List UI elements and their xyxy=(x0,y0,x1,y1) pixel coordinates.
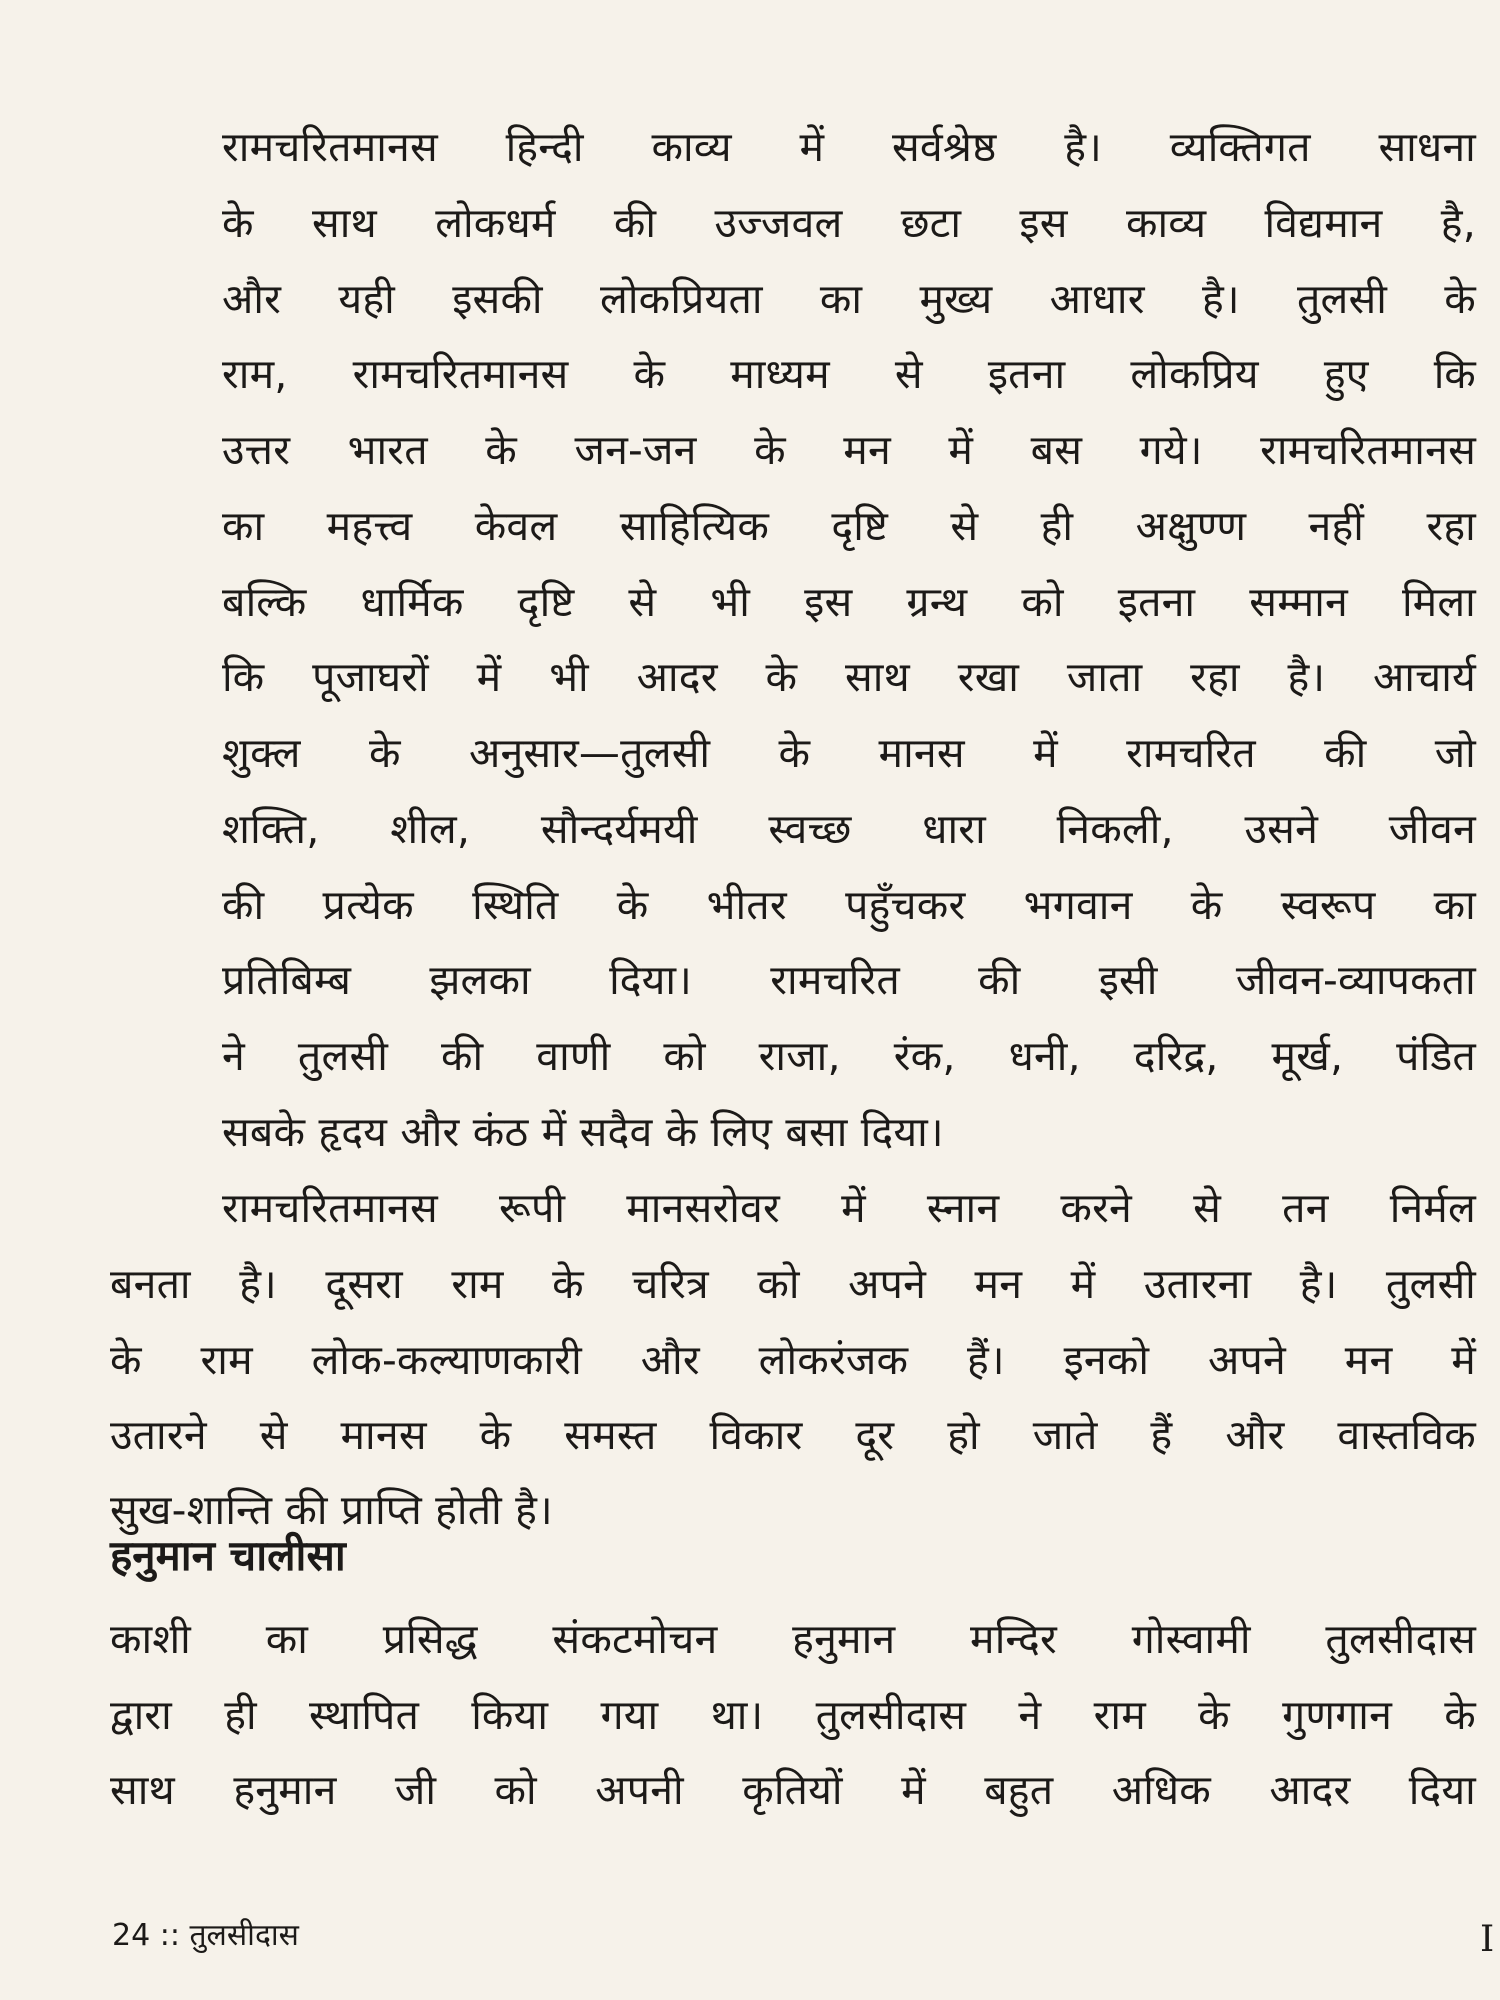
paragraph-line: रामचरितमानस रूपी मानसरोवर में स्नान करने से तन निर्मल xyxy=(222,1184,1476,1232)
paragraph-line: सुख-शान्ति की प्राप्ति होती है। xyxy=(110,1486,553,1534)
paragraph-line: उतारने से मानस के समस्त विकार दूर हो जाते हैं और वास्तविक xyxy=(110,1411,1476,1459)
paragraph-line: के साथ लोकधर्म की उज्जवल छटा इस काव्य विद्यमान है, xyxy=(222,199,1476,247)
paragraph-line: राम, रामचरितमानस के माध्यम से इतना लोकप्रिय हुए कि xyxy=(222,350,1476,398)
paragraph-line: और यही इसकी लोकप्रियता का मुख्य आधार है। तुलसी के xyxy=(222,275,1476,323)
paragraph-line: द्वारा ही स्थापित किया गया था। तुलसीदास ने राम के गुणगान के xyxy=(110,1691,1476,1739)
paragraph-line: साथ हनुमान जी को अपनी कृतियों में बहुत अधिक आदर दिया xyxy=(110,1766,1476,1814)
paragraph-line: कि पूजाघरों में भी आदर के साथ रखा जाता रहा है। आचार्य xyxy=(222,653,1476,701)
paragraph-line: की प्रत्येक स्थिति के भीतर पहुँचकर भगवान के स्वरूप का xyxy=(222,881,1476,929)
paragraph-line: बल्कि धार्मिक दृष्टि से भी इस ग्रन्थ को इतना सम्मान मिला xyxy=(222,578,1476,626)
paragraph-line: प्रतिबिम्ब झलका दिया। रामचरित की इसी जीवन-व्यापकता xyxy=(222,956,1476,1004)
paragraph-line: ने तुलसी की वाणी को राजा, रंक, धनी, दरिद्र, मूर्ख, पंडित xyxy=(222,1032,1476,1080)
page-footer-label: 24 :: तुलसीदास xyxy=(112,1918,299,1953)
paragraph-line: उत्तर भारत के जन-जन के मन में बस गये। रामचरितमानस xyxy=(222,426,1476,474)
paragraph-line: सबके हृदय और कंठ में सदैव के लिए बसा दिया। xyxy=(222,1108,944,1156)
paragraph-line: के राम लोक-कल्याणकारी और लोकरंजक हैं। इनको अपने मन में xyxy=(110,1336,1476,1384)
paragraph-line: रामचरितमानस हिन्दी काव्य में सर्वश्रेष्ठ है। व्यक्तिगत साधना xyxy=(222,123,1476,171)
edge-mark: I xyxy=(1480,1920,1495,1960)
paragraph-line: का महत्त्व केवल साहित्यिक दृष्टि से ही अक्षुण्ण नहीं रहा xyxy=(222,502,1476,550)
paragraph-line: काशी का प्रसिद्ध संकटमोचन हनुमान मन्दिर गोस्वामी तुलसीदास xyxy=(110,1615,1476,1663)
paragraph-line: शुक्ल के अनुसार—तुलसी के मानस में रामचरित की जो xyxy=(222,729,1476,777)
paragraph-line: बनता है। दूसरा राम के चरित्र को अपने मन में उतारना है। तुलसी xyxy=(110,1260,1476,1308)
section-heading: हनुमान चालीसा xyxy=(110,1531,346,1580)
paragraph-line: शक्ति, शील, सौन्दर्यमयी स्वच्छ धारा निकली, उसने जीवन xyxy=(222,805,1476,853)
